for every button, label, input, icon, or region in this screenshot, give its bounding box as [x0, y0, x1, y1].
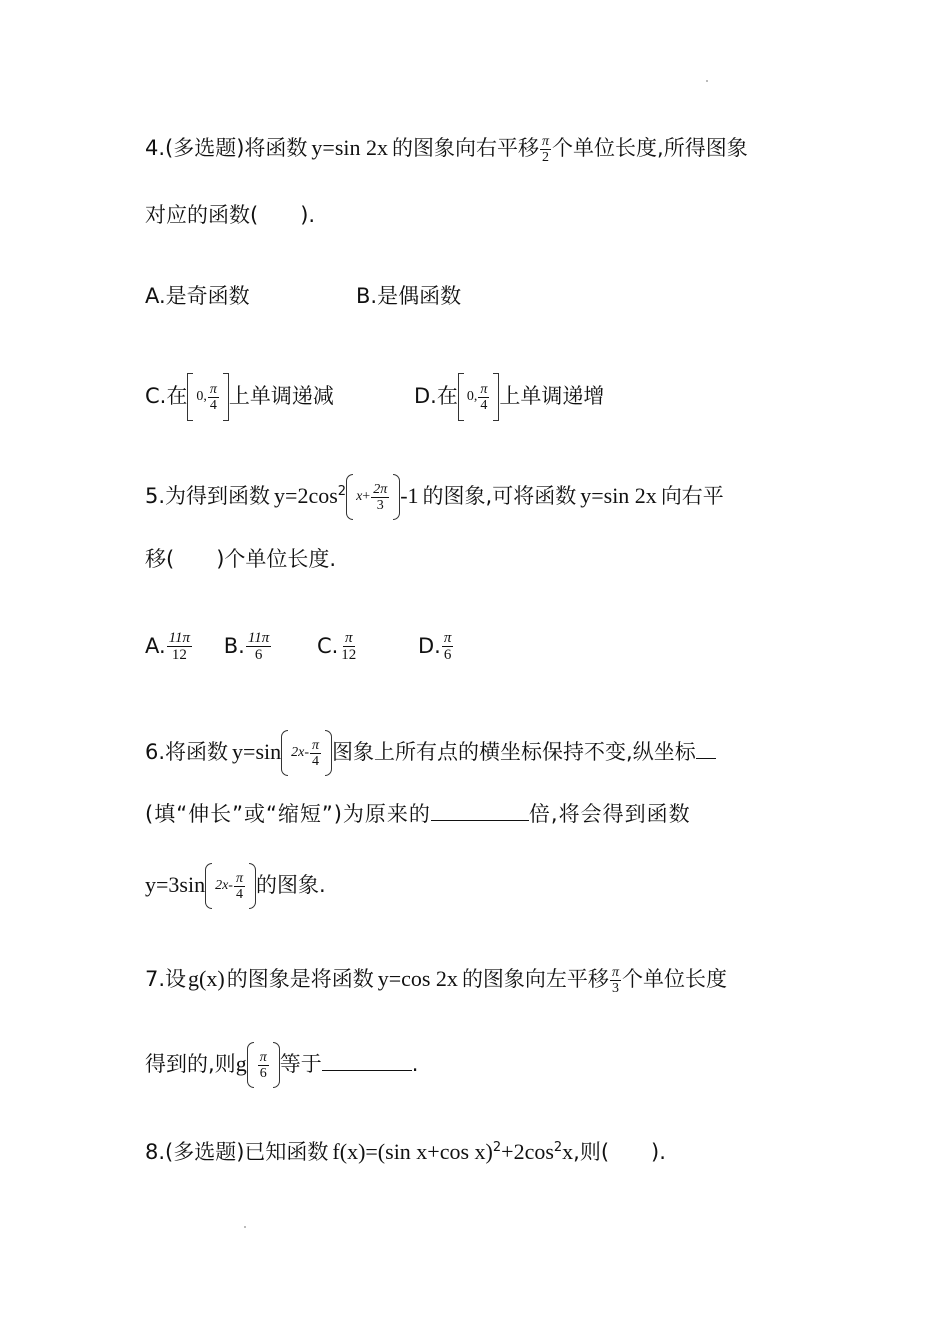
q7-function: y=cos 2x — [377, 966, 458, 991]
q4-option-d-fraction — [478, 382, 489, 413]
q6-target-inner: 2x- — [215, 878, 233, 893]
q5-function2: y=sin 2x — [580, 483, 657, 508]
q4-option-c-interval — [187, 373, 229, 421]
q5-text-c: 向右平 — [660, 484, 724, 508]
q5-frac-den: 3 — [376, 497, 384, 513]
q5-text-b: 的图象,可将函数 — [422, 484, 577, 508]
q5-option-a-den: 12 — [171, 647, 187, 663]
q5-option-d-fraction — [442, 630, 454, 663]
q4-option-b: B.是偶函数 — [356, 284, 462, 308]
q6-line3-b: 的图象. — [256, 873, 326, 897]
q4-option-d-lo: 0, — [466, 389, 478, 404]
q7-prefix: 7.设 — [145, 967, 187, 991]
q6-blank-1[interactable] — [696, 740, 716, 759]
q7-line1 — [145, 964, 727, 996]
q8-line1 — [145, 1133, 666, 1167]
q6-inner-fraction — [310, 738, 321, 769]
q5-option-d-den: 6 — [443, 647, 452, 663]
q5-option-c — [316, 630, 359, 663]
q5-option-a-label: A. — [145, 633, 166, 658]
q4-option-d-prefix: D.在 — [414, 384, 458, 408]
q5-option-b — [223, 630, 273, 663]
q5-square: 2 — [337, 484, 347, 499]
q5-prefix: 5.为得到函数 — [145, 484, 271, 508]
scan-dot-top — [706, 80, 708, 82]
q5-option-c-num: π — [345, 630, 353, 646]
q6-line1 — [145, 730, 716, 776]
q6-blank-2[interactable] — [431, 802, 529, 821]
q7-line2-end: . — [411, 1052, 419, 1076]
q6-line2 — [145, 799, 691, 829]
q7-line2-a: 得到的,则 — [145, 1052, 236, 1076]
right-paren — [249, 863, 256, 909]
q7-g-fraction — [258, 1050, 269, 1081]
q5-option-a-fraction — [167, 630, 192, 663]
q4-option-c-fraction — [208, 382, 219, 413]
q7-shift-den: 3 — [611, 980, 619, 996]
q5-option-b-den: 6 — [254, 647, 263, 663]
q7-line2 — [145, 1042, 418, 1088]
q6-target-num: π — [235, 870, 243, 886]
q4-shift-fraction — [540, 134, 551, 165]
q7-g: g(x) — [188, 966, 225, 991]
left-paren — [281, 730, 288, 776]
q5-option-a-num: 11π — [168, 630, 191, 646]
q7-text-b: 的图象是将函数 — [226, 967, 374, 991]
q4-option-d-num: π — [480, 381, 488, 397]
q5-option-d-label: D. — [417, 633, 441, 658]
q5-option-c-fraction — [339, 630, 358, 663]
q8-function2: +2cos — [501, 1139, 554, 1164]
q8-function3: x — [562, 1139, 574, 1164]
q4-option-c-num: π — [209, 381, 217, 397]
q6-frac-den: 4 — [312, 753, 320, 769]
q5-options — [145, 630, 454, 663]
q4-line1 — [145, 133, 748, 165]
q7-line2-b: 等于 — [279, 1052, 322, 1076]
q6-inner: 2x- — [291, 745, 310, 760]
q4-option-a: A.是奇函数 — [145, 284, 250, 308]
scan-dot-bottom — [244, 1226, 246, 1228]
q8-text-b: ,则( ). — [573, 1140, 666, 1164]
q4-text-c: 个单位长度,所得图象 — [552, 136, 748, 160]
q5-inner-x: x — [356, 489, 363, 504]
left-paren — [247, 1042, 254, 1088]
q6-text-b: 图象上所有点的横坐标保持不变,纵坐标 — [332, 740, 696, 764]
q5-line1 — [145, 474, 724, 520]
q6-target-fraction — [234, 871, 245, 902]
q8-prefix: 8.(多选题)已知函数 — [145, 1140, 329, 1164]
q4-option-d-interval — [458, 373, 500, 421]
q7-text-d: 个单位长度 — [621, 967, 727, 991]
q5-option-b-fraction — [246, 630, 271, 663]
q4-shift-num: π — [542, 133, 550, 149]
q5-option-d-num: π — [443, 630, 452, 646]
q4-line2: 对应的函数( ). — [145, 203, 316, 227]
q4-option-c-lo: 0, — [196, 389, 207, 404]
q5-line2: 移( )个单位长度. — [145, 547, 337, 571]
q5-option-a — [145, 630, 193, 663]
q4-option-d-suffix: 上单调递增 — [499, 384, 605, 408]
right-paren — [273, 1042, 280, 1088]
q6-line2-a: (填“伸长”或“缩短”)为原来的 — [145, 802, 431, 826]
q5-option-b-label: B. — [223, 633, 245, 658]
q6-frac-num: π — [312, 737, 320, 753]
q8-square-1: 2 — [492, 1140, 502, 1155]
q7-line2-g: g — [235, 1051, 247, 1076]
q4-function: y=sin 2x — [311, 135, 389, 160]
q6-prefix: 6.将函数 — [145, 740, 229, 764]
q6-line2-b: 倍,将会得到函数 — [528, 802, 691, 826]
q4-option-d — [414, 373, 604, 421]
q6-line3 — [145, 863, 326, 909]
q8-square-2: 2 — [553, 1140, 563, 1155]
q4-option-d-den: 4 — [480, 397, 488, 413]
q7-g-den: 6 — [259, 1065, 267, 1081]
left-paren — [346, 474, 353, 520]
q5-paren-group — [346, 474, 400, 520]
q4-prefix: 4.(多选题)将函数 — [145, 136, 308, 160]
q4-shift-den: 2 — [542, 149, 550, 165]
q7-blank[interactable] — [322, 1052, 412, 1071]
q7-text-c: 的图象向左平移 — [461, 967, 609, 991]
q6-function: y=sin — [232, 739, 282, 764]
left-paren — [205, 863, 212, 909]
q4-option-c-prefix: C.在 — [145, 384, 188, 408]
q7-paren-group — [247, 1042, 280, 1088]
q7-shift-num: π — [611, 964, 619, 980]
q5-option-d — [417, 630, 454, 663]
q4-option-c-suffix: 上单调递减 — [228, 384, 334, 408]
q5-minus-one: -1 — [400, 483, 419, 508]
q7-g-num: π — [259, 1049, 267, 1065]
q5-inner-plus: + — [362, 489, 371, 504]
q5-inner-fraction — [371, 482, 389, 513]
q8-function: f(x)=(sin x+cos x) — [332, 1139, 493, 1164]
q7-shift-fraction — [610, 965, 621, 996]
q5-option-c-label: C. — [316, 633, 339, 658]
q4-text-b: 的图象向右平移 — [392, 136, 540, 160]
q5-option-b-num: 11π — [247, 630, 270, 646]
q5-function: y=2cos — [274, 483, 338, 508]
q6-target-function: y=3sin — [145, 872, 206, 897]
right-paren — [325, 730, 332, 776]
q4-option-c — [145, 373, 334, 421]
q6-target-paren-group — [205, 863, 256, 909]
q5-frac-num: 2π — [373, 481, 388, 497]
q6-target-den: 4 — [235, 886, 243, 902]
q6-paren-group — [281, 730, 332, 776]
q4-option-c-den: 4 — [209, 397, 217, 413]
q5-option-c-den: 12 — [341, 647, 357, 663]
